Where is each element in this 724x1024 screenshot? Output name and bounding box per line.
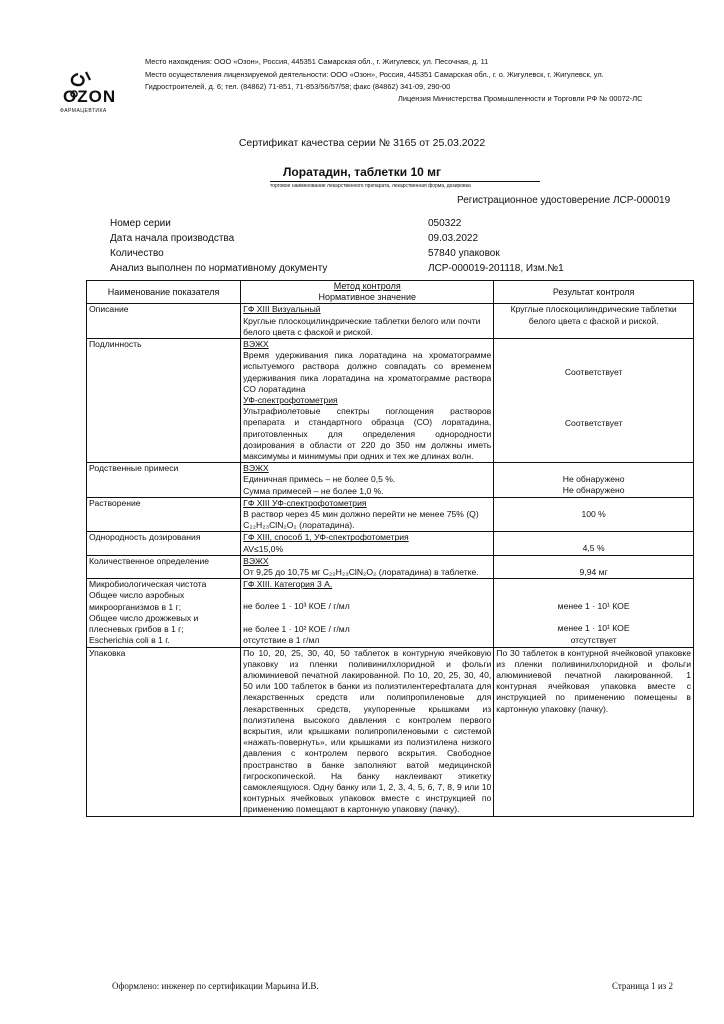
normative-document-value: ЛСР-000019-201118, Изм.№1 <box>428 263 564 274</box>
norm-text: От 9,25 до 10,75 мг C₂₂H₂₃ClN₂O₂ (лоратадина) в таблетке. <box>243 567 479 578</box>
result-value: 4,5 % <box>582 543 605 554</box>
row-result: Круглые плоскоцилиндрические таблетки белого цвета с фаской и риской. <box>494 304 694 339</box>
table-row <box>87 555 694 578</box>
logo-text: OZON <box>63 87 117 106</box>
header-norm-label: Нормативное значение <box>318 292 416 303</box>
company-license: Лицензия Министерства Промышленности и Торговли РФ № 00072-ЛС <box>398 94 643 103</box>
header-method <box>241 281 494 304</box>
result-hplc: Соответствует <box>564 367 623 378</box>
norm-text: Время удерживания пика лоратадина на хроматограмме испытуемого раствора должно совпадать со временем удерживания пика лоратадина на хроматограмме раствора СО лоратадина <box>243 350 492 394</box>
norm-text: AV≤15,0% <box>243 543 284 554</box>
table-row <box>87 647 694 816</box>
method-label: ВЭЖХ <box>243 339 269 350</box>
header-result: Результат контроля <box>494 281 694 304</box>
method-label: ВЭЖХ <box>243 463 269 474</box>
norm-text: Круглые плоскоцилиндрические таблетки белого или почти белого цвета с фаской и риской. <box>243 315 481 337</box>
table-row <box>87 304 694 339</box>
method-label: ГФ XIII Визуальный <box>243 304 321 315</box>
micro-ecoli: Escherichia coli в 1 г. <box>89 635 170 646</box>
row-norm <box>241 304 494 339</box>
registration-certificate: Регистрационное удостоверение ЛСР-000019 <box>457 195 671 206</box>
product-underline <box>270 181 540 182</box>
row-norm <box>241 532 494 555</box>
batch-number-value: 050322 <box>428 218 462 229</box>
header-method-label: Метод контроля <box>333 281 401 291</box>
norm-text: Ультрафиолетовые спектры поглощения растворов препарата и стандартного образца (СО) лоратадина, приготовленных для определения однородности дозирования в области от 220 до 350 нм должны иметь максимумы и минимумы при одних и тех же длинах волн. <box>243 406 492 462</box>
quantity-value: 57840 упаковок <box>428 248 500 259</box>
row-norm <box>241 339 494 463</box>
product-name: Лоратадин, таблетки 10 мг <box>282 165 441 179</box>
table-row <box>87 532 694 555</box>
norm-text: В раствор через 45 мин должно перейти не менее 75% (Q) C₂₂H₂₃ClN₂O₂ (лоратадина). <box>243 509 479 531</box>
micro-title: Микробиологическая чистота <box>89 579 207 590</box>
row-norm <box>241 463 494 498</box>
row-name: Растворение <box>87 497 241 532</box>
method-label: УФ-спектрофотометрия <box>243 395 338 406</box>
row-norm <box>241 555 494 578</box>
method-label: ГФ XIII УФ-спектрофотометрия <box>243 497 367 508</box>
row-result <box>494 532 694 555</box>
production-date-label: Дата начала производства <box>110 233 235 244</box>
row-name: Упаковка <box>87 647 241 816</box>
header-indicator: Наименование показателя <box>87 281 241 304</box>
norm-text: Единичная примесь – не более 0,5 %. <box>243 474 396 485</box>
result-aerobic: менее 1 · 10¹ КОЕ <box>557 601 630 612</box>
method-label: ГФ XIII, способ 1, УФ-спектрофотометрия <box>243 532 409 543</box>
page-number: Страница 1 из 2 <box>612 981 673 991</box>
row-result <box>494 497 694 532</box>
row-norm <box>241 579 494 647</box>
company-activity-line-1: Место осуществления лицензируемой деятельности: ООО «Озон», Россия, 445351 Самарская обл., г. о. Жигулевск, г. Жигулевск, ул. <box>145 70 604 79</box>
certificate-title: Сертификат качества серии № 3165 от 25.03.2022 <box>238 137 486 149</box>
signed-by: Оформлено: инженер по сертификации Марьина И.В. <box>112 981 319 991</box>
norm-fungi: не более 1 · 10² КОЕ / г/мл <box>243 623 350 634</box>
quantity-label: Количество <box>110 248 164 259</box>
table-row <box>87 497 694 532</box>
production-date-value: 09.03.2022 <box>428 233 479 244</box>
row-result <box>494 463 694 498</box>
batch-number-label: Номер серии <box>110 218 171 229</box>
quality-table <box>86 280 694 817</box>
table-header-row <box>87 281 694 304</box>
row-name: Количественное определение <box>87 555 241 578</box>
norm-aerobic: не более 1 · 10³ КОЕ / г/мл <box>243 601 350 612</box>
company-location: Место нахождения: ООО «Озон», Россия, 445351 Самарская обл., г. Жигулевск, ул. Песочная, д. 11 <box>145 57 489 66</box>
table-row <box>87 579 694 647</box>
micro-fungi: Общее число дрожжевых и плесневых грибов в 1 г; <box>89 612 199 635</box>
logo-subtitle: ФАРМАЦЕВТИКА <box>60 108 107 114</box>
norm-ecoli: отсутствие в 1 г/мл <box>243 634 320 645</box>
row-name: Описание <box>87 304 241 339</box>
row-norm: По 10, 20, 25, 30, 40, 50 таблеток в контурную ячейковую упаковку из пленки поливинилхлоридной и фольги алюминиевой печатной лакированной. По 10, 20, 25, 30, 40, 50 или 100 таблеток в банки из полиэтилентерефталата для лекарственных средств или полипропиленовые для лекарственных средств, укупоренные крышками из полиэтилена высокого давления с контролем первого вскрытия, или крышками полипропиленовыми с системой «нажать-повернуть», или крышками из полиэтилена низкого давления с контролем первого вскрытия. Свободное пространство в банке заполняют ватой медицинской гигроскопической. На банку наклеивают этикетку самоклеящуюся. Одну банку или 1, 2, 3, 4, 5, 6, 7, 8, 9 или 10 контурных ячейковых упаковок вместе с инструкцией по применению помещают в картонную упаковку (пачку). <box>241 647 494 816</box>
result-uv: Соответствует <box>564 418 623 429</box>
company-activity-line-2: Гидростроителей, д. 6; тел. (84862) 71-851, 71-853/56/57/58; факс (84862) 341-09, 290-00 <box>145 82 451 91</box>
row-norm <box>241 497 494 532</box>
row-result: По 30 таблеток в контурной ячейковой упаковке из пленки поливинилхлоридной и фольги алюминиевой печатной лакированной. 1 контурная ячейковая упаковка вместе с инструкцией по применению помещены в картонную упаковку (пачку). <box>494 647 694 816</box>
table-row <box>87 339 694 463</box>
row-name: Подлинность <box>87 339 241 463</box>
row-result <box>494 339 694 463</box>
table-row <box>87 463 694 498</box>
result-ecoli: отсутствует <box>570 634 617 645</box>
product-caption: торговое наименование лекарственного препарата, лекарственная форма, дозировка <box>270 183 471 189</box>
row-name <box>87 579 241 647</box>
result-single-impurity: Не обнаружено <box>562 474 625 485</box>
normative-document-label: Анализ выполнен по нормативному документу <box>110 263 328 274</box>
row-result <box>494 579 694 647</box>
method-label: ГФ XIII. Категория 3 А. <box>243 579 333 590</box>
result-value: 100 % <box>581 508 606 519</box>
result-fungi: менее 1 · 10¹ КОЕ <box>557 623 630 634</box>
row-name: Родственные примеси <box>87 463 241 498</box>
row-name: Однородность дозирования <box>87 532 241 555</box>
row-result <box>494 555 694 578</box>
norm-text: Сумма примесей – не более 1,0 %. <box>243 485 384 496</box>
micro-aerobic: Общее число аэробных микроорганизмов в 1 г; <box>89 590 185 612</box>
method-label: ВЭЖХ <box>243 555 269 566</box>
result-value: 9,94 мг <box>579 566 608 577</box>
result-total-impurities: Не обнаружено <box>562 485 625 496</box>
